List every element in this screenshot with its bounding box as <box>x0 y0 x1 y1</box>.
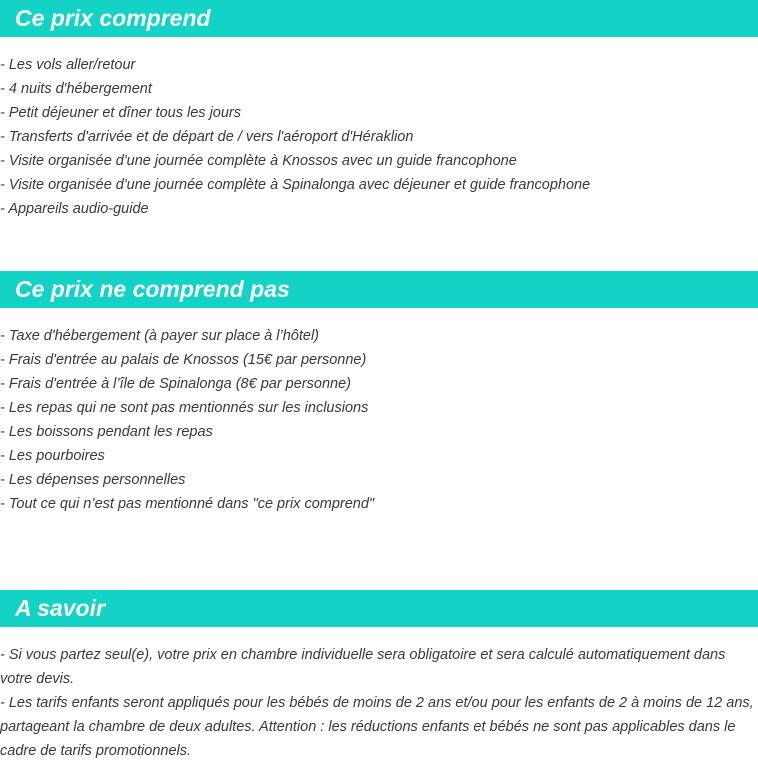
list-item: - Tout ce qui n’est pas mentionné dans "ce prix comprend" <box>0 496 375 512</box>
list-item: - Les dépenses personnelles <box>0 472 186 488</box>
list-item: - Les vols aller/retour <box>0 57 136 73</box>
section-title-good-to-know: A savoir <box>15 595 105 621</box>
list-item: - Les boissons pendant les repas <box>0 424 213 440</box>
section-title-included: Ce prix comprend <box>15 5 211 31</box>
section-header-good-to-know <box>0 590 758 627</box>
list-item: - Les repas qui ne sont pas mentionnés sur les inclusions <box>0 400 369 416</box>
list-item: - Petit déjeuner et dîner tous les jours <box>0 105 241 121</box>
list-item: - Taxe d'hébergement (à payer sur place à l’hôtel) <box>0 328 319 344</box>
list-item: - Frais d'entrée au palais de Knossos (15€ par personne) <box>0 352 367 368</box>
list-item: - Si vous partez seul(e), votre prix en chambre individuelle sera obligatoire et sera calculé automatiquement dans votre devis. <box>0 647 726 687</box>
section-header-not-included <box>0 271 758 308</box>
section-header-included <box>0 0 758 37</box>
not-included-list <box>0 324 758 516</box>
list-item: - Frais d'entrée à l’île de Spinalonga (8€ par personne) <box>0 376 351 392</box>
list-item: - Transferts d'arrivée et de départ de / vers l'aéroport d'Héraklion <box>0 129 414 145</box>
list-item: - Visite organisée d'une journée complète à Spinalonga avec déjeuner et guide francophone <box>0 177 591 193</box>
list-item: - Les tarifs enfants seront appliqués pour les bébés de moins de 2 ans et/ou pour les enfants de 2 à moins de 12 ans, partageant la chambre de deux adultes. Attention : les réductions enfants et bébés ne sont pas applicables dans le cadre de tarifs promotionnels. <box>0 695 754 759</box>
list-item: - 4 nuits d'hébergement <box>0 81 152 97</box>
section-title-not-included: Ce prix ne comprend pas <box>15 276 290 302</box>
included-list <box>0 53 758 221</box>
list-item: - Appareils audio-guide <box>0 201 149 217</box>
list-item: - Visite organisée d'une journée complète à Knossos avec un guide francophone <box>0 153 517 169</box>
good-to-know-list <box>0 643 756 763</box>
list-item: - Les pourboires <box>0 448 105 464</box>
